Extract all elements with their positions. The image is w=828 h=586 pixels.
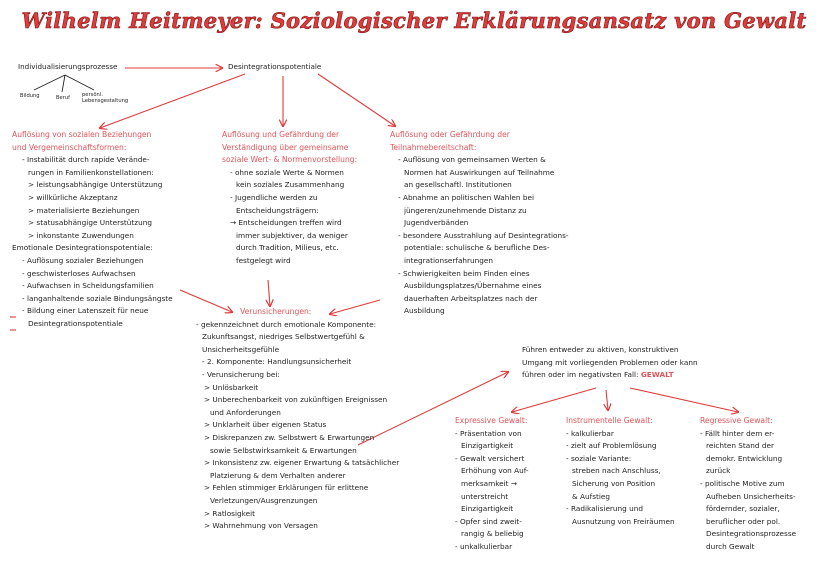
verunsicherungen-item: > Inkonsistenz zw. eigener Erwartung & tatsächlicher bbox=[204, 458, 400, 468]
verunsicherungen-item: Zukunftsangst, niedriges Selbstwertgefühl & bbox=[202, 332, 365, 342]
col1-item: > leistungsabhängige Unterstützung bbox=[28, 180, 163, 190]
sub-beruf: Beruf bbox=[56, 95, 70, 101]
verunsicherungen-item: > Unberechenbarkeit von zukünftigen Ereignissen bbox=[204, 395, 388, 405]
col1-emo-item: - Auflösung sozialer Beziehungen bbox=[22, 255, 144, 265]
page-title: Wilhelm Heitmeyer: Soziologischer Erklärungsansatz von Gewalt bbox=[21, 8, 807, 33]
col1-item: > statusabhängige Unterstützung bbox=[28, 218, 152, 228]
instrumentelle-item: - soziale Variante: bbox=[566, 453, 632, 463]
fuehrt-block bbox=[522, 344, 698, 382]
instrumentelle-item: - kalkulierbar bbox=[566, 428, 614, 438]
col1-item: > materialisierte Beziehungen bbox=[28, 205, 140, 215]
instrumentelle-item: Sicherung von Position bbox=[572, 478, 656, 488]
col1-emo-heading: Emotionale Desintegrationspotentiale: bbox=[12, 243, 153, 253]
instrumentelle-item: - zielt auf Problemlösung bbox=[566, 441, 657, 451]
col2-item: immer subjektiver, da weniger bbox=[236, 230, 348, 240]
expressive-item: - Opfer sind zweit- bbox=[455, 516, 522, 526]
verunsicherungen-heading: Verunsicherungen: bbox=[240, 307, 312, 316]
col1-emo-item: Desintegrationspotentiale bbox=[28, 318, 123, 328]
col3-item: Ausbildung bbox=[404, 306, 445, 316]
regressive-heading: Regressive Gewalt: bbox=[700, 416, 773, 425]
verunsicherungen-item: > Ratlosigkeit bbox=[204, 508, 255, 518]
col3-item: - Auflösung von gemeinsamen Werten & bbox=[398, 155, 546, 165]
col1-emo-item: - Bildung einer Latenszeit für neue bbox=[22, 306, 149, 316]
individualisierung-label: Individualisierungsprozesse bbox=[18, 62, 118, 71]
col3-item: integrationserfahrungen bbox=[404, 255, 494, 265]
col1-item: > willkürliche Akzeptanz bbox=[28, 192, 118, 202]
regressive-item: zurück bbox=[706, 466, 731, 476]
verunsicherungen-item: > Unlösbarkeit bbox=[204, 382, 259, 392]
instrumentelle-block bbox=[566, 415, 675, 528]
col2-item: festgelegt wird bbox=[236, 255, 291, 265]
regressive-item: durch Gewalt bbox=[706, 541, 755, 551]
col2-item: - Jugendliche werden zu bbox=[230, 192, 318, 202]
col2-block bbox=[222, 129, 357, 268]
col2-item: Entscheidungsträgern: bbox=[236, 205, 319, 215]
regressive-block bbox=[700, 415, 796, 554]
expressive-item: - Gewalt versichert bbox=[455, 453, 525, 463]
expressive-item: merksamkeit → bbox=[461, 478, 517, 488]
col1-emo-item: - geschwisterloses Aufwachsen bbox=[22, 268, 136, 278]
regressive-item: beruflicher oder pol. bbox=[706, 516, 781, 526]
sub-bildung: Bildung bbox=[20, 93, 40, 99]
col3-item: Jugendverbänden bbox=[404, 218, 469, 228]
expressive-item: Erhöhung von Auf- bbox=[461, 466, 529, 476]
sub-lebensgestaltung: persönl. Lebensgestaltung bbox=[82, 92, 129, 104]
col3-item: dauerhaften Arbeitsplatzes nach der bbox=[404, 293, 538, 303]
col1-heading-2: und Vergemeinschaftsformen: bbox=[12, 142, 127, 152]
col3-item: - Schwierigkeiten beim Finden eines bbox=[398, 268, 530, 278]
fuehrt-line: Führen entweder zu aktiven, konstruktiven bbox=[522, 345, 679, 354]
verunsicherungen-item: Verletzungen/Ausgrenzungen bbox=[210, 495, 318, 505]
verunsicherungen-item: > Unklarheit über eigenen Status bbox=[204, 420, 327, 430]
arrow-to-expressive bbox=[512, 388, 596, 412]
regressive-item: - politische Motive zum bbox=[700, 478, 785, 488]
col1-item: - Instabilität durch rapide Verände- bbox=[22, 155, 150, 165]
branch-lines bbox=[34, 75, 94, 92]
col1-emo-item: - Aufwachsen in Scheidungsfamilien bbox=[22, 281, 154, 291]
instrumentelle-heading: Instrumentelle Gewalt: bbox=[566, 416, 653, 425]
expressive-block bbox=[455, 415, 529, 554]
fuehrt-line: Umgang mit vorliegenden Problemen oder kann bbox=[522, 357, 698, 367]
col1-item: > inkonstante Zuwendungen bbox=[28, 230, 134, 240]
instrumentelle-item: - Radikalisierung und bbox=[566, 504, 644, 514]
col1-emo-item: - langanhaltende soziale Bindungsängste bbox=[22, 293, 173, 303]
col3-item: - Abnahme an politischen Wahlen bei bbox=[398, 192, 534, 202]
col2-heading-3: soziale Wert- & Normenvorstellung: bbox=[222, 155, 358, 165]
expressive-heading: Expressive Gewalt: bbox=[455, 416, 528, 425]
verunsicherungen-item: > Diskrepanzen zw. Selbstwert & Erwartungen bbox=[204, 432, 375, 442]
col3-item: potentiale: schulische & berufliche Des- bbox=[404, 243, 550, 253]
col3-item: Normen hat Auswirkungen auf Teilnahme bbox=[404, 167, 555, 177]
col3-item: Ausbildungsplatzes/Übernahme eines bbox=[404, 281, 542, 291]
desintegration-label: Desintegrationspotentiale bbox=[228, 62, 322, 71]
col2-item: kein soziales Zusammenhang bbox=[236, 180, 345, 190]
col3-heading-1: Auflösung oder Gefährdung der bbox=[390, 130, 510, 139]
col2-item: - ohne soziale Werte & Normen bbox=[230, 167, 344, 177]
regressive-item: - Fällt hinter dem er- bbox=[700, 428, 775, 438]
col2-heading-1: Auflösung und Gefährdung der bbox=[222, 130, 340, 139]
arrow-to-instrumentelle bbox=[606, 390, 608, 410]
verunsicherungen-item: - 2. Komponente: Handlungsunsicherheit bbox=[202, 357, 352, 367]
verunsicherungen-item: Unsicherheitsgefühle bbox=[202, 344, 280, 354]
col2-item: durch Tradition, Milieus, etc. bbox=[236, 243, 339, 253]
col3-item: jüngeren/zunehmende Distanz zu bbox=[404, 205, 527, 215]
col1-heading-1: Auflösung von sozialen Beziehungen bbox=[12, 130, 152, 139]
col3-item: - besondere Ausstrahlung auf Desintegrations- bbox=[398, 230, 569, 240]
arrow-to-col3 bbox=[318, 74, 395, 126]
col1-block bbox=[12, 129, 173, 331]
col1-item: rungen in Familienkonstellationen: bbox=[28, 167, 154, 177]
verunsicherungen-item: - Verunsicherung bei: bbox=[202, 369, 280, 379]
expressive-item: - Präsentation von bbox=[455, 428, 522, 438]
instrumentelle-item: & Aufstieg bbox=[572, 491, 611, 501]
col2-item: → Entscheidungen treffen wird bbox=[230, 218, 342, 228]
regressive-item: Desintegrationsprozesse bbox=[706, 529, 797, 539]
col2-heading-2: Verständigung über gemeinsame bbox=[222, 142, 349, 152]
regressive-item: demokr. Entwicklung bbox=[706, 453, 783, 463]
verunsicherungen-item: > Fehlen stimmiger Erklärungen für erlittene bbox=[204, 483, 369, 493]
expressive-item: Einzigartigkeit bbox=[461, 504, 514, 514]
expressive-item: unterstreicht bbox=[461, 491, 509, 501]
expressive-item: Einzigartigkeit bbox=[461, 441, 514, 451]
instrumentelle-item: streben nach Anschluss, bbox=[572, 466, 661, 476]
arrow-to-regressive bbox=[630, 388, 738, 412]
verunsicherungen-item: - gekennzeichnet durch emotionale Komponente: bbox=[196, 319, 377, 329]
col3-heading-2: Teilnahmebereitschaft: bbox=[390, 142, 477, 152]
expressive-item: rangig & beliebig bbox=[461, 529, 524, 539]
verunsicherungen-item: und Anforderungen bbox=[210, 407, 281, 417]
col3-item: an gesellschaftl. Institutionen bbox=[404, 180, 512, 190]
verunsicherungen-block bbox=[196, 306, 399, 533]
col3-block bbox=[390, 129, 569, 318]
verunsicherungen-item: sowie Selbstwirksamkeit & Erwartungen bbox=[210, 445, 357, 455]
regressive-item: fördernder, sozialer, bbox=[706, 504, 780, 514]
verunsicherungen-item: > Wahrnehmung von Versagen bbox=[204, 521, 318, 531]
expressive-item: - unkalkulierbar bbox=[455, 541, 513, 551]
gewalt-label: GEWALT bbox=[640, 370, 674, 380]
regressive-item: reichten Stand der bbox=[706, 441, 774, 451]
verunsicherungen-item: Platzierung & dem Verhalten anderer bbox=[210, 470, 346, 480]
arrow-col2-verunsicherungen bbox=[268, 280, 270, 306]
regressive-item: Aufheben Unsicherheits- bbox=[706, 491, 796, 501]
instrumentelle-item: Ausnutzung von Freiräumen bbox=[572, 516, 675, 526]
fuehrt-line-last bbox=[522, 369, 698, 382]
fuehrt-line: führen oder im negativsten Fall: bbox=[522, 370, 639, 380]
